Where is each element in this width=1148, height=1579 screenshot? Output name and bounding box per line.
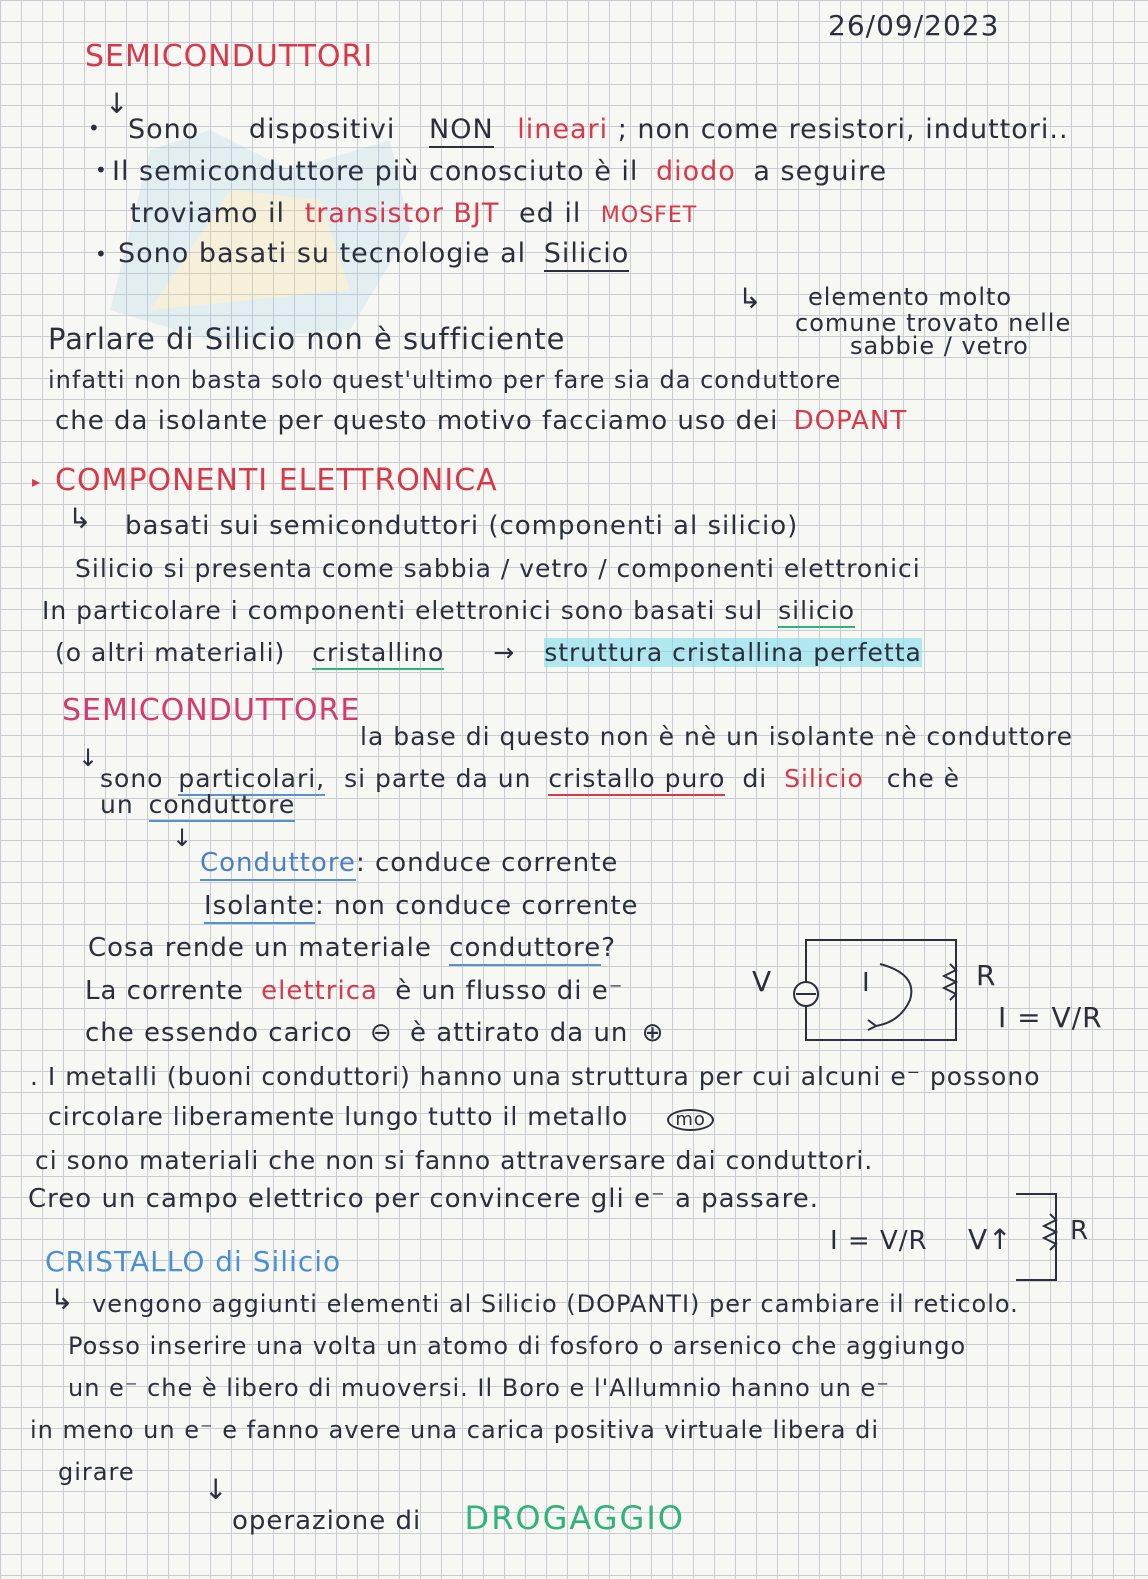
bullet2-diodo: diodo: [655, 156, 736, 187]
cristallo-heading: CRISTALLO di Silicio: [45, 1245, 342, 1278]
circuit2-v-text: V: [968, 1223, 989, 1256]
down-arrow-icon: ↓: [78, 744, 99, 772]
bullet2-text: Il semiconduttore più conosciuto è il: [112, 156, 639, 187]
bullet2-bjt: transistor BJT: [304, 198, 500, 229]
bullet3-silicio: Silicio: [544, 238, 630, 272]
componenti-line1: basati sui semiconduttori (componenti al silicio): [125, 511, 799, 541]
parlare-line2: infatti non basta solo quest'ultimo per fare sia da conduttore: [48, 366, 842, 394]
corrente-text: La corrente: [85, 976, 244, 1006]
semiconduttore-line1: [100, 766, 960, 791]
silicio-note-1: elemento molto: [808, 283, 1013, 311]
up-arrow-icon: ↑: [988, 1223, 1013, 1256]
date: 26/09/2023: [828, 9, 1000, 42]
conduttore-label: Conduttore: [200, 848, 356, 881]
componenti-line3-text: In particolare i componenti elettronici sono basati sul: [42, 596, 764, 625]
isolante-def: [204, 893, 639, 919]
silicio-note-3: sabbie / vetro: [850, 332, 1029, 360]
bullet-icon: •: [95, 158, 107, 182]
bullet1-sono: Sono: [128, 114, 200, 145]
isolante-text: : non conduce corrente: [314, 891, 639, 921]
circuit1-v-label: V: [752, 965, 773, 998]
circuit1-i-label: I: [862, 968, 871, 998]
plus-circle-icon: ⊕: [641, 1018, 665, 1048]
componenti-line4: [55, 640, 922, 665]
operazione-text: operazione di: [232, 1506, 422, 1536]
corrente-flusso: è un flusso di e⁻: [395, 976, 624, 1006]
down-arrow-icon: ↓: [172, 824, 193, 852]
semiconduttore-particolari: particolari,: [178, 764, 325, 796]
return-arrow-icon: ↳: [50, 1283, 74, 1316]
bullet2-seguire: a seguire: [753, 156, 888, 187]
metalli-line4: Creo un campo elettrico per convincere gli e⁻ a passare.: [28, 1184, 820, 1214]
metalli-line3: ci sono materiali che non si fanno attraversare dai conduttori.: [35, 1146, 874, 1175]
componenti-cristallino: cristallino: [312, 638, 444, 670]
componenti-line2: Silicio si presenta come sabbia / vetro / componenti elettronici: [75, 554, 921, 583]
carico-attirato: è attirato da un: [409, 1018, 629, 1048]
semiconduttore-cristallo: cristallo puro: [548, 764, 725, 796]
circuit1-r-label: R: [976, 959, 997, 992]
metalli-tag: mo: [667, 1109, 714, 1131]
bullet-icon: •: [95, 242, 107, 266]
conduttore-text: : conduce corrente: [355, 848, 619, 878]
semiconduttore-heading: SEMICONDUTTORE: [62, 693, 361, 728]
semiconduttore-conduttore: conduttore: [149, 790, 296, 822]
bullet-icon: ▸: [32, 472, 41, 491]
isolante-label: Isolante: [204, 891, 315, 924]
cristallo-line3: un e⁻ che è libero di muoversi. Il Boro e l'Allumnio hanno un e⁻: [68, 1374, 890, 1402]
drogaggio-word: DROGAGGIO: [464, 1499, 685, 1537]
bullet-icon: •: [88, 116, 100, 140]
domanda-conduttore-word: conduttore: [449, 933, 601, 966]
componenti-altri: (o altri materiali): [55, 638, 286, 667]
parlare-line1: Parlare di Silicio non è sufficiente: [48, 322, 566, 356]
semiconduttore-silicio: Silicio: [784, 764, 864, 793]
bullet3-line: [118, 240, 629, 267]
cristallo-line1: vengono aggiunti elementi al Silicio (DOPANTI) per cambiare il reticolo.: [92, 1290, 1019, 1318]
semiconduttore-che: che è: [886, 764, 961, 793]
bullet3-text: Sono basati su tecnologie al: [118, 238, 527, 269]
down-arrow-icon: ↓: [204, 1473, 228, 1506]
conduttore-def: [200, 850, 618, 876]
corrente-line: [85, 978, 624, 1004]
down-arrow-icon: ↓: [105, 87, 129, 120]
silicio-note-2: comune trovato nelle: [795, 309, 1072, 337]
circuit2-r-label: R: [1070, 1216, 1090, 1246]
circuit2-v-label: [968, 1223, 1013, 1256]
semiconduttore-right: la base di questo non è nè un isolante nè conduttore: [360, 722, 1074, 751]
domanda-qmark: ?: [601, 933, 617, 963]
return-arrow-icon: ↳: [738, 282, 762, 315]
right-arrow-icon: →: [493, 638, 516, 667]
componenti-line3: [42, 598, 855, 623]
semiconduttore-sono: sono: [100, 764, 164, 793]
bullet1-lineari: lineari: [517, 114, 609, 145]
domanda-conduttore: [88, 935, 616, 961]
return-arrow-icon: ↳: [68, 502, 92, 535]
cristallo-line2: Posso inserire una volta un atomo di fosforo o arsenico che aggiungo: [68, 1332, 967, 1360]
bullet2-line: [112, 158, 887, 185]
bullet2-troviamo: troviamo il: [130, 198, 286, 229]
bullet1-rest: ; non come resistori, induttori..: [617, 114, 1069, 145]
circuit1-formula: I = V/R: [998, 1001, 1103, 1034]
componenti-silicio: silicio: [778, 596, 855, 628]
circuit2-formula: I = V/R: [830, 1226, 928, 1256]
componenti-struttura: struttura cristallina perfetta: [544, 638, 922, 667]
cristallo-line5: girare: [58, 1458, 135, 1486]
minus-circle-icon: ⊖: [369, 1018, 393, 1048]
title-semiconduttori: SEMICONDUTTORI: [85, 39, 374, 74]
bullet1-line: [128, 116, 1069, 143]
bullet1-non: NON: [429, 114, 494, 148]
operazione-line: [232, 1499, 685, 1537]
semiconduttore-line2: [100, 792, 295, 817]
parlare-line3-text: che da isolante per questo motivo facciamo uso dei: [55, 406, 779, 436]
cristallo-line4: in meno un e⁻ e fanno avere una carica positiva virtuale libera di: [30, 1416, 879, 1444]
bullet1-dispositivi: dispositivi: [248, 114, 396, 145]
domanda-text: Cosa rende un materiale: [88, 933, 432, 963]
semiconduttore-di: di: [742, 764, 768, 793]
metalli-line2: [48, 1104, 714, 1131]
metalli-line2-text: circolare liberamente lungo tutto il metallo: [48, 1102, 629, 1131]
semiconduttore-un: un: [100, 790, 134, 819]
bullet2-line2: [130, 200, 697, 227]
parlare-dopant: DOPANT: [793, 406, 908, 436]
bullet2-ed: ed il: [518, 198, 582, 229]
carico-text: che essendo carico: [85, 1018, 353, 1048]
watermark-logo: [90, 110, 430, 350]
corrente-elettrica: elettrica: [261, 976, 378, 1006]
metalli-line1: . I metalli (buoni conduttori) hanno una struttura per cui alcuni e⁻ possono: [30, 1062, 1041, 1091]
parlare-line3: [55, 408, 907, 434]
semiconduttore-parte: si parte da un: [344, 764, 532, 793]
bullet2-mosfet: MOSFET: [600, 203, 698, 228]
componenti-heading: COMPONENTI ELETTRONICA: [55, 463, 498, 498]
carico-line: [85, 1020, 664, 1046]
